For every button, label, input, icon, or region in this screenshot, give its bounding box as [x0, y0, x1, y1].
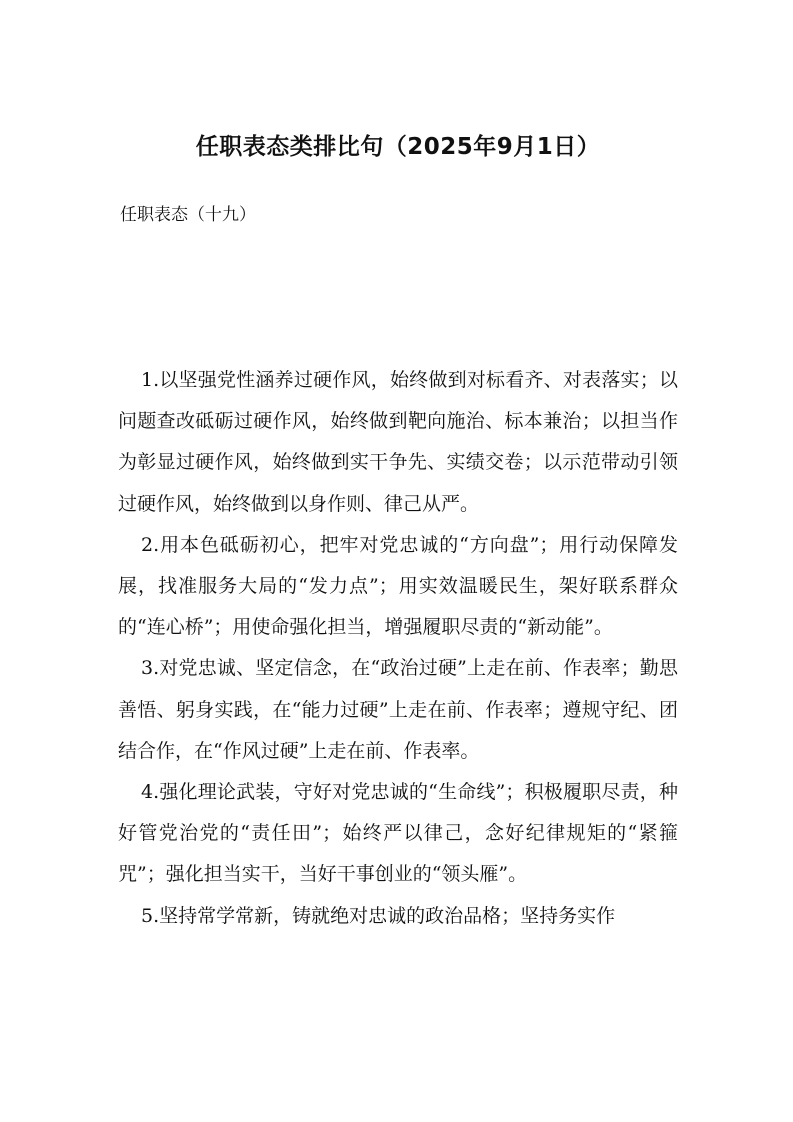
paragraph-2: 2.用本色砥砺初心，把牢对党忠诚的“方向盘”；用行动保障发展，找准服务大局的“发力点”；用实效温暖民生，架好联系群众的“连心桥”；用使命强化担当，增强履职尽责的“新动能”。 [118, 533, 678, 639]
paragraph-1: 1.以坚强党性涵养过硬作风，始终做到对标看齐、对表落实；以问题查改砥砺过硬作风，始终做到靶向施治、标本兼治；以担当作为彰显过硬作风，始终做到实干争先、实绩交卷；以示范带动引领过硬作风，始终做到以身作则、律己从严。 [118, 369, 678, 515]
paragraph-5: 5.坚持常学常新，铸就绝对忠诚的政治品格；坚持务实作 [141, 904, 616, 927]
paragraph-3: 3.对党忠诚、坚定信念，在“政治过硬”上走在前、作表率；勤思善悟、躬身实践，在“能力过硬”上走在前、作表率；遵规守纪、团结合作，在“作风过硬”上走在前、作表率。 [118, 657, 678, 762]
document-subtitle: 任职表态（十九） [120, 205, 256, 225]
document-title: 任职表态类排比句（2025年9月1日） [195, 134, 601, 160]
paragraph-4: 4.强化理论武装，守好对党忠诚的“生命线”；积极履职尽责，种好管党治党的“责任田”；始终严以律己，念好纪律规矩的“紧箍咒”；强化担当实干，当好干事创业的“领头雁”。 [118, 781, 678, 886]
document-body [118, 360, 678, 937]
